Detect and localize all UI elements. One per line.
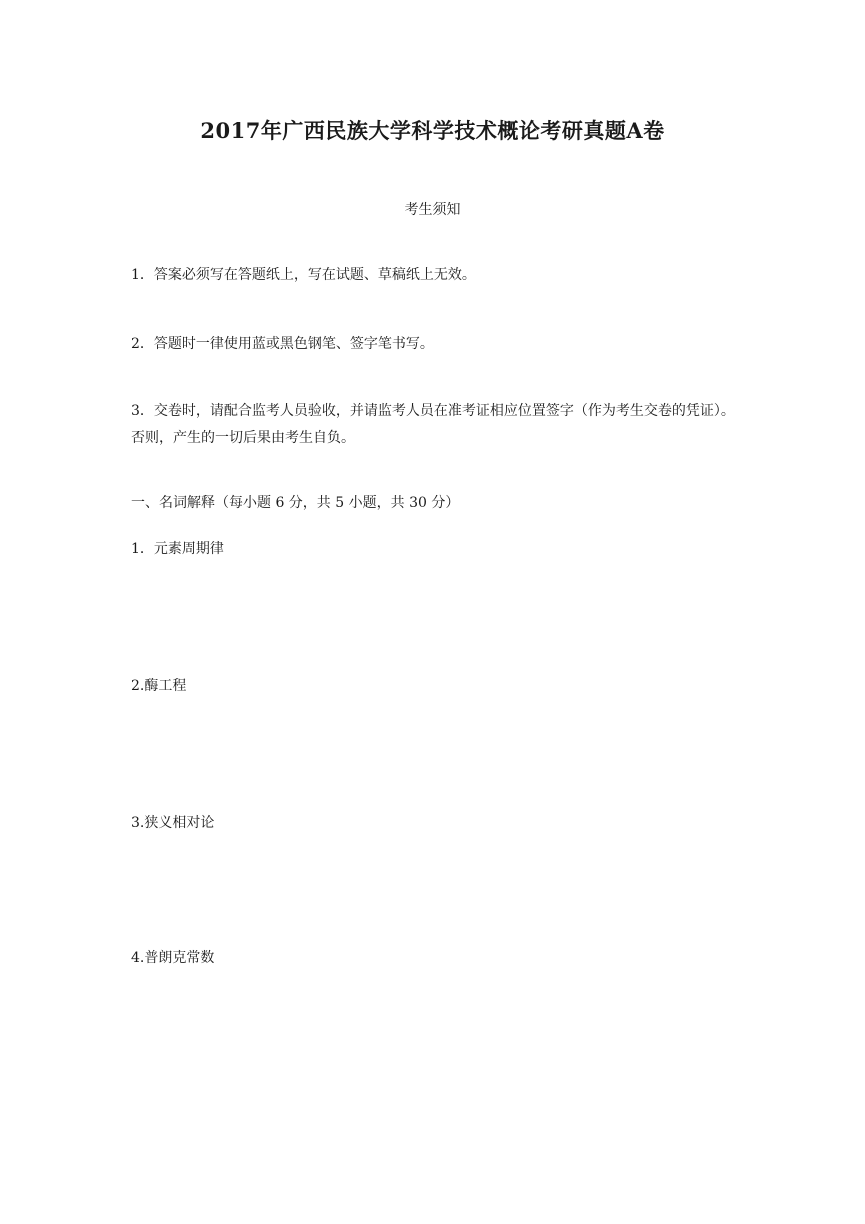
notice-item-3: 3．交卷时，请配合监考人员验收，并请监考人员在准考证相应位置签字（作为考生交卷的凭证）。否则，产生的一切后果由考生自负。 xyxy=(131,403,735,446)
notice-item-2: 2．答题时一律使用蓝或黑色钢笔、签字笔书写。 xyxy=(131,336,434,352)
question-3: 3.狭义相对论 xyxy=(131,815,215,831)
question-2: 2.酶工程 xyxy=(131,678,187,694)
notice-item-1: 1．答案必须写在答题纸上，写在试题、草稿纸上无效。 xyxy=(131,267,476,283)
document-title: 2017年广西民族大学科学技术概论考研真题A卷 xyxy=(200,118,665,143)
section-heading-definitions: 一、名词解释（每小题 6 分，共 5 小题，共 30 分） xyxy=(131,495,460,511)
question-4: 4.普朗克常数 xyxy=(131,950,215,966)
question-1: 1．元素周期律 xyxy=(131,541,224,557)
notice-heading: 考生须知 xyxy=(404,202,461,218)
